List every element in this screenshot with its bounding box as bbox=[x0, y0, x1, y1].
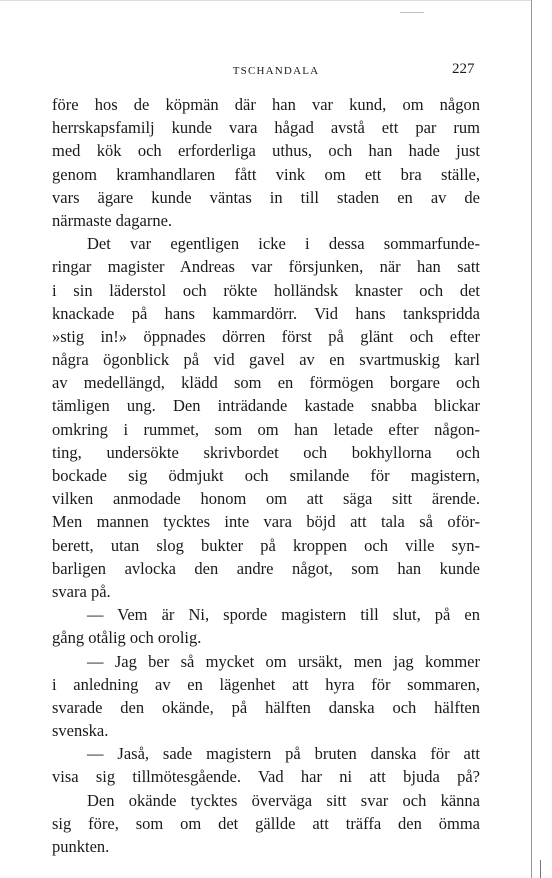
text-line: av medellängd, klädd som en förmögen borgare och bbox=[52, 373, 480, 393]
text-line: visa sig tillmötesgående. Vad har ni att bjuda på? bbox=[52, 767, 480, 787]
body-text bbox=[52, 93, 480, 858]
text-line: — Jag ber så mycket om ursäkt, men jag kommer bbox=[87, 651, 480, 671]
text-line: bockade sig ödmjukt och smilande för magistern, bbox=[52, 466, 480, 485]
text-line: — Vem är Ni, sporde magistern till slut, på en bbox=[87, 605, 480, 625]
text-line: ringar magister Andreas var försjunken, när han satt bbox=[52, 257, 480, 277]
text-line: knackade på hans kammardörr. Vid hans tankspridda bbox=[52, 303, 480, 323]
text-line: omkring i rummet, som om han letade efter någon- bbox=[52, 419, 480, 439]
text-line: Den okände tycktes överväga sitt svar och känna bbox=[87, 790, 480, 810]
text-line: »stig in!» öppnades dörren först på glänt och efter bbox=[52, 326, 480, 346]
text-line: i anledning av en lägenhet att hyra för sommaren, bbox=[52, 674, 480, 694]
text-line: punkten. bbox=[52, 837, 110, 856]
scan-edge-mark bbox=[540, 860, 541, 878]
text-line: sig före, som om det gällde att träffa den ömma bbox=[52, 813, 480, 833]
text-line: svara på. bbox=[52, 581, 111, 601]
page-edge-line bbox=[531, 0, 532, 878]
text-line: berett, utan slog bukter på kroppen och ville syn- bbox=[52, 535, 480, 555]
text-line: ting, undersökte skrivbordet och bokhyllorna och bbox=[52, 442, 480, 462]
scan-mark bbox=[400, 12, 424, 13]
text-line: närmaste dagarne. bbox=[52, 210, 173, 230]
text-line: Det var egentligen icke i dessa sommarfunde- bbox=[87, 234, 480, 254]
text-line: före hos de köpmän där han var kund, om någon bbox=[52, 95, 480, 114]
text-line: — Jaså, sade magistern på bruten danska för att bbox=[87, 744, 480, 764]
text-line: i sin läderstol och rökte holländsk knaster och det bbox=[52, 280, 480, 300]
text-line: några ögonblick på vid gavel av en svartmuskig karl bbox=[52, 350, 480, 370]
text-line: genom kramhandlaren fått vink om ett bra ställe, bbox=[52, 164, 480, 184]
text-line: Men mannen tycktes inte vara böjd att tala så oför- bbox=[52, 512, 480, 532]
text-line: gång otålig och orolig. bbox=[52, 628, 202, 648]
text-line: vilken anmodade honom om att säga sitt ärende. bbox=[52, 489, 480, 509]
text-line: herrskapsfamilj kunde vara hågad avstå ett par rum bbox=[52, 118, 480, 138]
text-line: svarade den okände, på hälften danska och hälften bbox=[52, 697, 480, 717]
scan-edge-line bbox=[0, 0, 531, 1]
page-number: 227 bbox=[452, 61, 475, 77]
text-line: med kök och erforderliga uthus, och han hade just bbox=[52, 141, 480, 161]
text-line: svenska. bbox=[52, 721, 109, 741]
text-line: vars ägare kunde väntas in till staden en av de bbox=[52, 187, 480, 207]
text-line: tämligen ung. Den inträdande kastade snabba blickar bbox=[52, 396, 480, 416]
running-title: TSCHANDALA bbox=[232, 65, 320, 77]
text-line: barligen avlocka den andre något, som han kunde bbox=[52, 558, 480, 578]
